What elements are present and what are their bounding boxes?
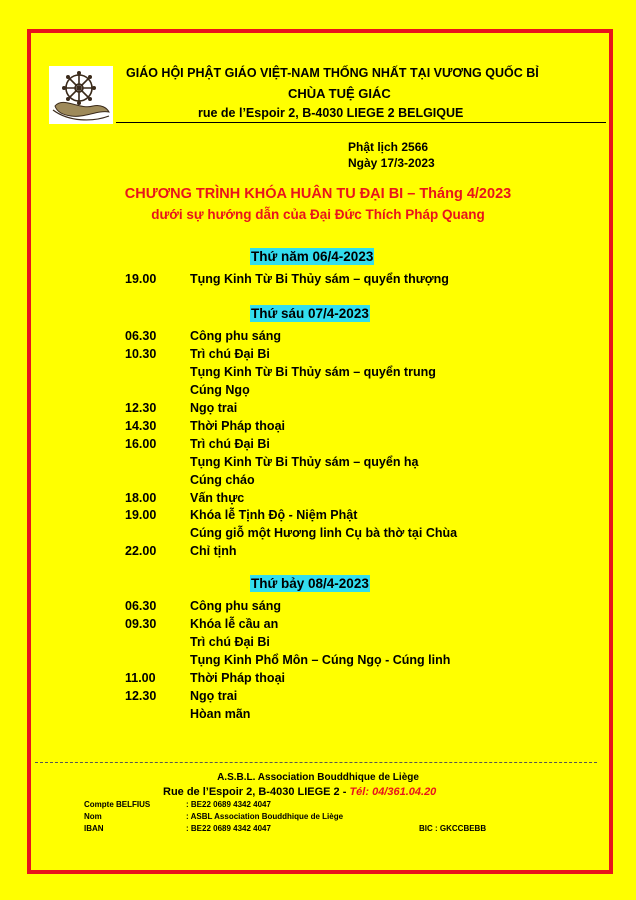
association-name: A.S.B.L. Association Bouddhique de Liège — [217, 772, 419, 783]
schedule-time: 14.30 — [125, 419, 157, 433]
program-title: CHƯƠNG TRÌNH KHÓA HUÂN TU ĐẠI BI – Tháng 4/2023 — [124, 186, 512, 202]
bank-value: : BE22 0689 4342 4047 — [186, 800, 271, 809]
schedule-activity: Khóa lễ cầu an — [190, 617, 279, 631]
schedule-activity: Thời Pháp thoại — [190, 671, 285, 685]
bank-value: : BE22 0689 4342 4047 — [186, 824, 271, 833]
bank-label: IBAN — [84, 824, 104, 833]
schedule-time: 06.30 — [125, 599, 157, 613]
schedule-time: 09.30 — [125, 617, 157, 631]
program-subtitle: dưới sự hướng dẫn của Đại Đức Thích Pháp Quang — [151, 207, 485, 222]
bank-label: Nom — [84, 812, 102, 821]
schedule-time: 10.30 — [125, 347, 157, 361]
schedule-activity: Công phu sáng — [190, 599, 281, 613]
page-border — [27, 29, 613, 874]
day-heading: Thứ bảy 08/4-2023 — [251, 576, 369, 591]
bank-label: Compte BELFIUS — [84, 800, 151, 809]
schedule-time: 19.00 — [125, 272, 157, 286]
schedule-activity: Ngọ trai — [190, 401, 238, 415]
schedule-time: 12.30 — [125, 401, 157, 415]
schedule-activity: Ngọ trai — [190, 689, 238, 703]
dharma-wheel-logo — [49, 66, 113, 124]
schedule-activity: Tụng Kinh Từ Bi Thủy sám – quyển trung — [190, 365, 436, 379]
schedule-activity: Chỉ tịnh — [190, 544, 237, 558]
day-heading: Thứ sáu 07/4-2023 — [251, 306, 369, 321]
schedule-activity: Công phu sáng — [190, 329, 281, 343]
footer-address — [163, 786, 436, 798]
schedule-time: 19.00 — [125, 508, 157, 522]
organization-name: GIÁO HỘI PHẬT GIÁO VIỆT-NAM THỐNG NHẤT TẠI VƯƠNG QUỐC BỈ — [126, 66, 539, 80]
schedule-activity: Cúng Ngọ — [190, 383, 250, 397]
schedule-activity: Tụng Kinh Từ Bi Thủy sám – quyển hạ — [190, 455, 419, 469]
schedule-activity: Cúng cháo — [190, 473, 255, 487]
schedule-time: 18.00 — [125, 491, 157, 505]
footer-address-text: Rue de l’Espoir 2, B-4030 LIEGE 2 - — [163, 786, 350, 798]
schedule-time: 22.00 — [125, 544, 157, 558]
schedule-activity: Trì chú Đại Bi — [190, 347, 270, 361]
schedule-activity: Vấn thực — [190, 491, 245, 505]
schedule-activity: Trì chú Đại Bi — [190, 635, 270, 649]
issue-date: Ngày 17/3-2023 — [348, 156, 435, 170]
buddhist-calendar-year: Phật lịch 2566 — [348, 140, 429, 154]
schedule-activity: Thời Pháp thoại — [190, 419, 285, 433]
phone-label: Tél: — [349, 786, 370, 798]
schedule-time: 11.00 — [125, 671, 156, 685]
bic-code: BIC : GKCCBEBB — [419, 824, 487, 833]
temple-address: rue de l’Espoir 2, B-4030 LIEGE 2 BELGIQUE — [198, 106, 464, 120]
footer-divider — [35, 762, 597, 763]
header-divider — [116, 122, 606, 123]
temple-name: CHÙA TUỆ GIÁC — [288, 86, 391, 101]
schedule-activity: Cúng giỗ một Hương linh Cụ bà thờ tại Chùa — [190, 526, 458, 540]
bank-value: : ASBL Association Bouddhique de Liège — [186, 812, 344, 821]
schedule-activity: Tụng Kinh Từ Bi Thủy sám – quyển thượng — [190, 272, 449, 286]
phone-number: 04/361.04.20 — [369, 786, 437, 798]
schedule-time: 12.30 — [125, 689, 157, 703]
schedule-activity: Tụng Kinh Phổ Môn – Cúng Ngọ - Cúng linh — [190, 653, 451, 667]
schedule-time: 06.30 — [125, 329, 157, 343]
schedule-time: 16.00 — [125, 437, 157, 451]
schedule-activity: Hòan mãn — [190, 707, 251, 721]
schedule-activity: Trì chú Đại Bi — [190, 437, 270, 451]
schedule-activity: Khóa lễ Tịnh Độ - Niệm Phật — [190, 508, 358, 522]
day-heading: Thứ năm 06/4-2023 — [251, 249, 374, 264]
